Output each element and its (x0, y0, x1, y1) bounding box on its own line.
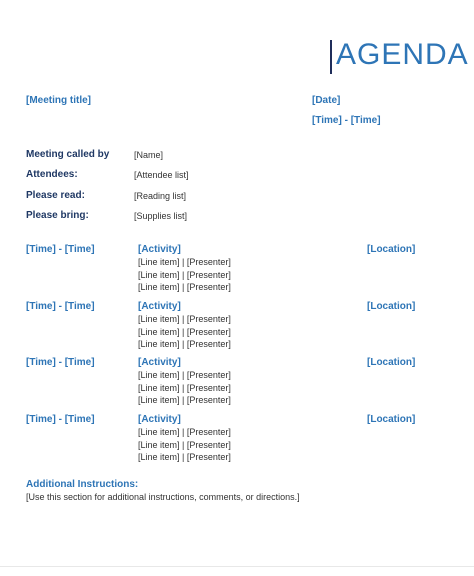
detail-value-called-by: [Name] (134, 150, 164, 160)
agenda-time: [Time] - [Time] (26, 357, 95, 368)
agenda-line-item: [Line item] | [Presenter] (138, 452, 231, 462)
page-title: AGENDA (336, 38, 469, 71)
agenda-time: [Time] - [Time] (26, 414, 95, 425)
page-bottom-divider (0, 566, 474, 567)
agenda-activity: [Activity] (138, 244, 181, 255)
agenda-activity: [Activity] (138, 414, 181, 425)
detail-label-called-by: Meeting called by (26, 149, 110, 160)
additional-instructions-heading: Additional Instructions: (26, 479, 139, 490)
agenda-time: [Time] - [Time] (26, 301, 95, 312)
agenda-location: [Location] (367, 414, 416, 425)
meeting-title: [Meeting title] (26, 95, 91, 106)
agenda-activity: [Activity] (138, 357, 181, 368)
agenda-location: [Location] (367, 244, 416, 255)
additional-instructions-text: [Use this section for additional instructions, comments, or directions.] (26, 492, 300, 502)
detail-value-read: [Reading list] (134, 191, 187, 201)
agenda-time: [Time] - [Time] (26, 244, 95, 255)
agenda-line-items (138, 426, 231, 464)
detail-label-attendees: Attendees: (26, 169, 78, 180)
agenda-line-item: [Line item] | [Presenter] (138, 439, 231, 450)
agenda-line-item: [Line item] | [Presenter] (138, 257, 231, 267)
agenda-line-items (138, 256, 231, 294)
agenda-line-item: [Line item] | [Presenter] (138, 282, 231, 292)
agenda-line-item: [Line item] | [Presenter] (138, 382, 231, 393)
agenda-line-items (138, 369, 231, 407)
agenda-location: [Location] (367, 301, 416, 312)
agenda-line-item: [Line item] | [Presenter] (138, 370, 231, 380)
agenda-activity: [Activity] (138, 301, 181, 312)
agenda-line-item: [Line item] | [Presenter] (138, 427, 231, 437)
agenda-line-items (138, 313, 231, 351)
agenda-line-item: [Line item] | [Presenter] (138, 326, 231, 337)
detail-label-bring: Please bring: (26, 210, 89, 221)
agenda-line-item: [Line item] | [Presenter] (138, 395, 231, 405)
detail-label-read: Please read: (26, 190, 85, 201)
time-range-placeholder: [Time] - [Time] (312, 115, 381, 126)
agenda-line-item: [Line item] | [Presenter] (138, 314, 231, 324)
detail-value-bring: [Supplies list] (134, 211, 188, 221)
detail-value-attendees: [Attendee list] (134, 170, 189, 180)
agenda-line-item: [Line item] | [Presenter] (138, 269, 231, 280)
agenda-line-item: [Line item] | [Presenter] (138, 339, 231, 349)
text-cursor-bar (330, 40, 332, 74)
agenda-location: [Location] (367, 357, 416, 368)
date-placeholder: [Date] (312, 95, 341, 106)
